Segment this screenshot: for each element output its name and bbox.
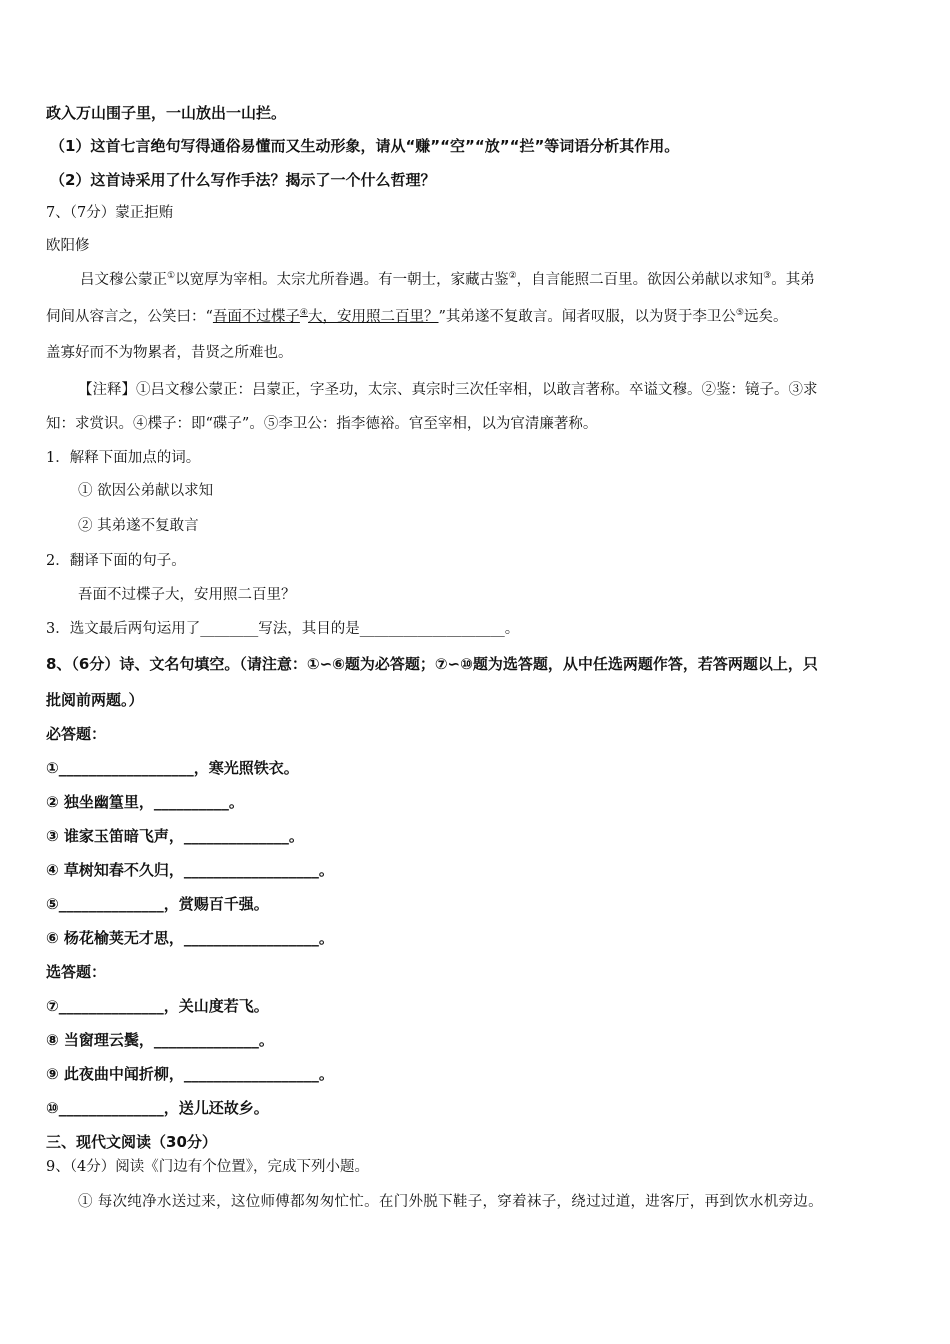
poem-question-1: （1）这首七言绝句写得通俗易懂而又生动形象，请从“赚”“空”“放”“拦”等词语分析其作用。 bbox=[50, 137, 680, 155]
q7-sub-3: 3．选文最后两句运用了________写法，其目的是____________________。 bbox=[46, 621, 520, 637]
q8-optional-item: ⑦______________，关山度若飞。 bbox=[46, 997, 269, 1015]
q7-heading: 7、（7分）蒙正拒贿 bbox=[46, 205, 174, 221]
q8-optional-item: ⑧ 当窗理云鬓，______________。 bbox=[46, 1031, 274, 1049]
q9-heading: 9、（4分）阅读《门边有个位置》，完成下列小题。 bbox=[46, 1159, 369, 1175]
q7-passage-line-2: 伺间从容言之，公笑曰：“吾面不过楪子④大，安用照二百里？”其弟遂不复敢言。闻者叹服，以为贤于李卫公⑤远矣。 bbox=[46, 308, 788, 325]
q7-sub-1-item-2: ② 其弟遂不复敢言 bbox=[78, 518, 199, 534]
section-3-heading: 三、现代文阅读（30分） bbox=[46, 1133, 217, 1151]
q7-sub-1-item-1: ① 欲因公弟献以求知 bbox=[78, 483, 214, 499]
q7-sub-1: 1．解释下面加点的词。 bbox=[46, 450, 201, 466]
q9-paragraph-1: ① 每次纯净水送过来，这位师傅都匆匆忙忙。在门外脱下鞋子，穿着袜子，绕过过道，进客厅，再到饮水机旁边。 bbox=[78, 1194, 823, 1210]
q8-required-item: ③ 谁家玉笛暗飞声，______________。 bbox=[46, 827, 304, 845]
q8-optional-item: ⑩______________，送儿还故乡。 bbox=[46, 1099, 269, 1117]
q8-heading: 8、（6分）诗、文名句填空。（请注意：①∽⑥题为必答题；⑦∽⑩题为选答题，从中任选两题作答，若答两题以上，只 bbox=[46, 655, 818, 673]
q8-required-item: ⑥ 杨花榆荚无才思，__________________。 bbox=[46, 929, 334, 947]
q8-required-label: 必答题： bbox=[46, 725, 107, 743]
q8-required-item: ② 独坐幽篁里，__________。 bbox=[46, 793, 244, 811]
q7-author: 欧阳修 bbox=[46, 238, 90, 254]
q7-passage-line-3: 盖寡好而不为物累者，昔贤之所难也。 bbox=[46, 345, 293, 361]
q8-optional-item: ⑨ 此夜曲中闻折柳，__________________。 bbox=[46, 1065, 334, 1083]
q8-heading-cont: 批阅前两题。） bbox=[46, 691, 144, 709]
q7-note-line-2: 知：求赏识。④楪子：即“碟子”。⑤李卫公：指李德裕。官至宰相，以为官清廉著称。 bbox=[46, 416, 598, 432]
q7-sub-2-sentence: 吾面不过楪子大，安用照二百里？ bbox=[78, 587, 296, 603]
q8-optional-label: 选答题： bbox=[46, 963, 107, 981]
poem-last-line: 政入万山围子里，一山放出一山拦。 bbox=[46, 104, 287, 122]
q8-required-item: ①__________________，寒光照铁衣。 bbox=[46, 759, 299, 777]
q7-note-line-1: 【注释】①吕文穆公蒙正：吕蒙正，字圣功，太宗、真宗时三次任宰相，以敢言著称。卒谥文穆。②鉴：镜子。③求 bbox=[78, 382, 818, 398]
q8-required-item: ⑤______________，赏赐百千强。 bbox=[46, 895, 269, 913]
q7-sub-2: 2．翻译下面的句子。 bbox=[46, 553, 186, 569]
q8-required-item: ④ 草树知春不久归，__________________。 bbox=[46, 861, 334, 879]
q7-passage-line-1: 吕文穆公蒙正①以宽厚为宰相。太宗尤所眷遇。有一朝士，家藏古鉴②，自言能照二百里。欲因公弟献以求知③。其弟 bbox=[80, 271, 815, 288]
poem-question-2: （2）这首诗采用了什么写作手法？揭示了一个什么哲理？ bbox=[50, 171, 436, 189]
